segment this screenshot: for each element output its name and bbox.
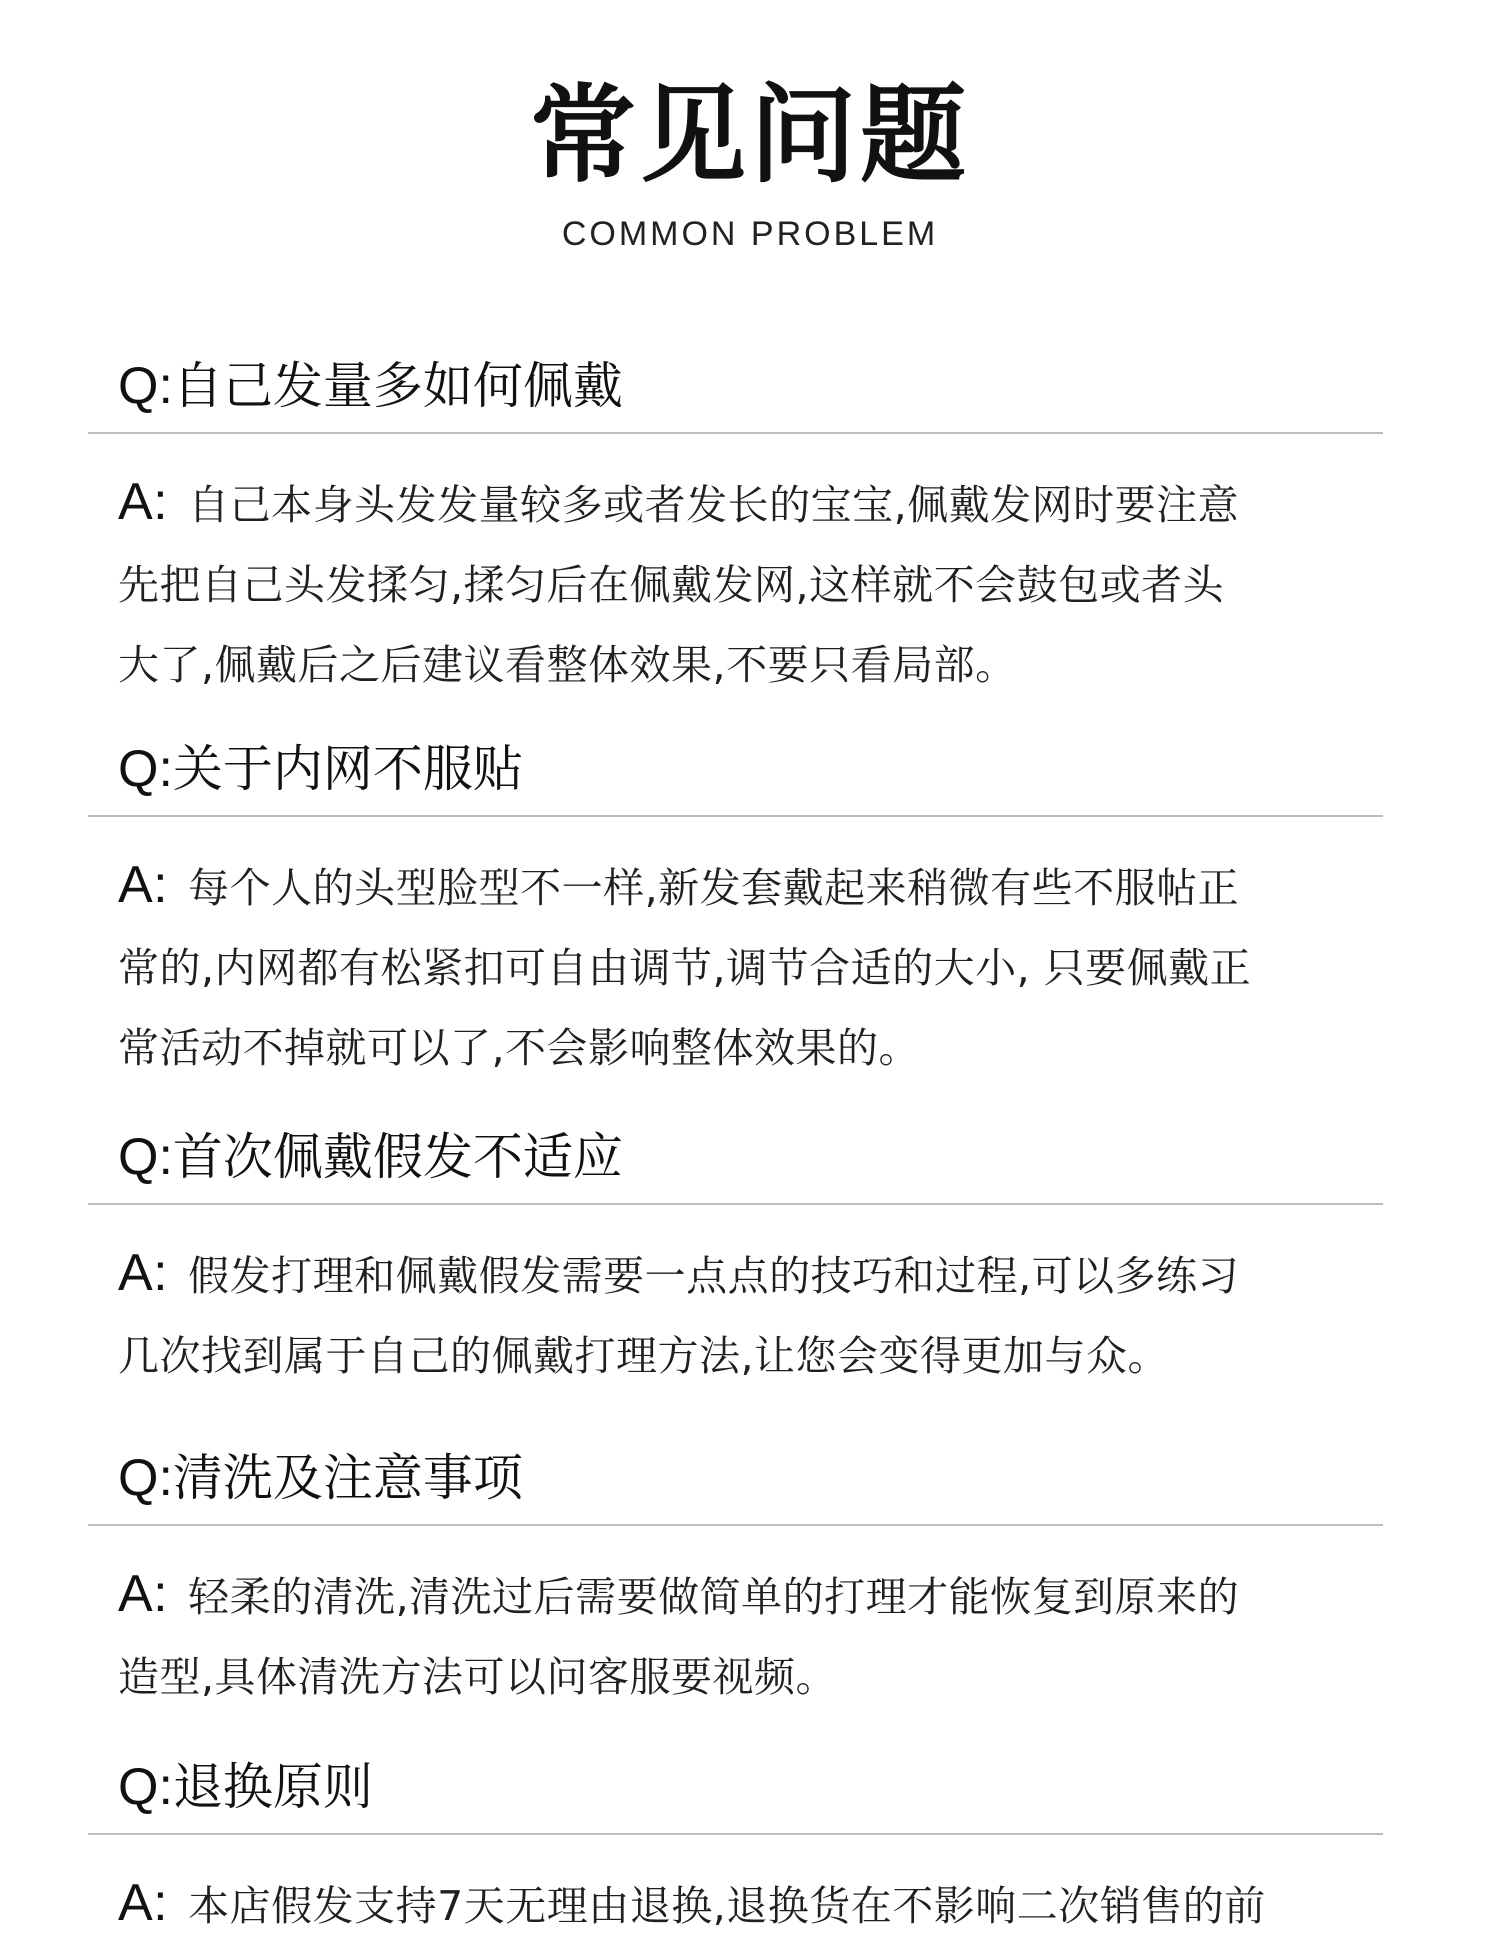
question-prefix: Q: [118, 357, 173, 415]
question-row [88, 340, 1383, 434]
question-label: 退换原则 [172, 1758, 373, 1816]
answer-line [118, 462, 1383, 545]
question-row [88, 1111, 1383, 1205]
answer-block [88, 1863, 1383, 1946]
answer-block [88, 1554, 1383, 1717]
answer-text: 每个人的头型脸型不一样,新发套戴起来稍微有些不服帖正 [188, 864, 1240, 912]
answer-prefix: A: [118, 1874, 169, 1932]
question-label: 关于内网不服贴 [172, 740, 523, 798]
page-subtitle: COMMON PROBLEM [561, 214, 939, 253]
faq-item-return-policy [88, 1741, 1383, 1946]
question-text [118, 357, 623, 415]
answer-line [118, 845, 1383, 928]
answer-line: 先把自己头发揉匀,揉匀后在佩戴发网,这样就不会鼓包或者头 [118, 561, 1225, 609]
page-header [0, 74, 1500, 254]
question-label: 清洗及注意事项 [172, 1449, 523, 1507]
question-label: 首次佩戴假发不适应 [172, 1128, 623, 1186]
question-row [88, 1741, 1383, 1835]
question-prefix: Q: [118, 740, 173, 798]
answer-line: 造型,具体清洗方法可以问客服要视频。 [118, 1653, 838, 1701]
question-text [118, 1128, 623, 1186]
answer-prefix: A: [118, 1565, 169, 1623]
question-row [88, 1432, 1383, 1526]
answer-block [88, 462, 1383, 705]
answer-text: 假发打理和佩戴假发需要一点点的技巧和过程,可以多练习 [188, 1252, 1240, 1300]
question-text [118, 1758, 373, 1816]
faq-item-washing [88, 1432, 1383, 1717]
answer-line: 几次找到属于自己的佩戴打理方法,让您会变得更加与众。 [118, 1332, 1170, 1380]
question-prefix: Q: [118, 1758, 173, 1816]
question-label: 自己发量多如何佩戴 [172, 357, 623, 415]
question-prefix: Q: [118, 1128, 173, 1186]
faq-item-inner-net [88, 723, 1383, 1088]
answer-line: 常的,内网都有松紧扣可自由调节,调节合适的大小, 只要佩戴正 [118, 944, 1252, 992]
page-title: 常见问题 [530, 74, 970, 197]
answer-line [118, 1863, 1383, 1946]
answer-line: 常活动不掉就可以了,不会影响整体效果的。 [118, 1024, 921, 1072]
question-prefix: Q: [118, 1449, 173, 1507]
question-row [88, 723, 1383, 817]
answer-text: 自己本身头发发量较多或者发长的宝宝,佩戴发网时要注意 [188, 481, 1240, 529]
answer-prefix: A: [118, 473, 169, 531]
question-text [118, 740, 523, 798]
answer-prefix: A: [118, 1244, 169, 1302]
answer-text: 本店假发支持7天无理由退换,退换货在不影响二次销售的前 [188, 1882, 1266, 1930]
answer-prefix: A: [118, 856, 169, 914]
faq-item-hair-volume [88, 340, 1383, 705]
answer-line [118, 1233, 1383, 1316]
answer-line [118, 1554, 1383, 1637]
question-text [118, 1449, 523, 1507]
answer-block [88, 845, 1383, 1088]
answer-text: 轻柔的清洗,清洗过后需要做简单的打理才能恢复到原来的 [188, 1573, 1240, 1621]
answer-block [88, 1233, 1383, 1396]
answer-line: 大了,佩戴后之后建议看整体效果,不要只看局部。 [118, 641, 1017, 689]
faq-item-first-wear [88, 1111, 1383, 1396]
